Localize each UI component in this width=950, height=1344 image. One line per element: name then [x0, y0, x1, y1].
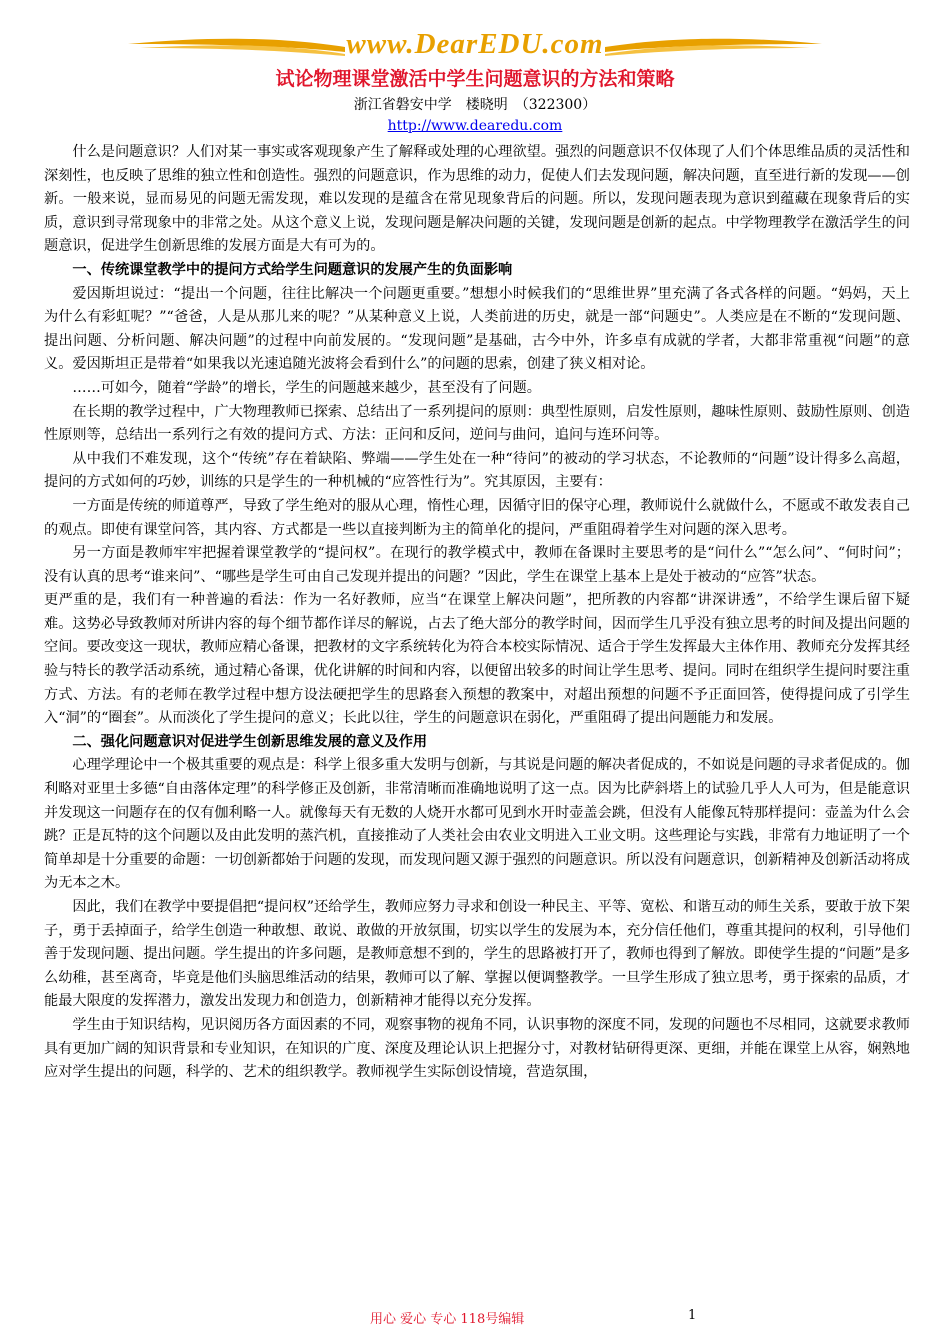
paragraph: 另一方面是教师牢牢把握着课堂教学的“提问权”。在现行的教学模式中，教师在备课时主要思考的是“问什么”“怎么问”、“何时问”；没有认真的思考“谁来问”、“哪些是学生可由自己发现并提出的问题？”因此，学生在课堂上基本上是处于被动的“应答”状态。	[44, 545, 910, 585]
paragraph: 从中我们不难发现，这个“传统”存在着缺陷、弊端——学生处在一种“待问”的被动的学习状态，不论教师的“问题”设计得多么高超，提问的方式如何的巧妙，训练的只是学生的一种机械的“应答性行为”。究其原因，主要有：	[44, 450, 910, 491]
site-link[interactable]: http://www.dearedu.com	[387, 118, 563, 134]
site-logo[interactable]: www.DearEDU.com	[346, 28, 604, 60]
paragraph: ……可如今，随着“学龄”的增长，学生的问题越来越少，甚至没有了问题。	[72, 379, 541, 396]
paragraph: 因此，我们在教学中要提倡把“提问权”还给学生，教师应努力寻求和创设一种民主、平等、宽松、和谐互动的师生关系，要敢于放下架子，勇于丢掉面子，给学生创造一种敢想、敢说、敢做的开放氛围，切实以学生的发展为本，充分信任他们，尊重其提问的权利，引导他们善于发现问题、提出问题。学生提出的许多问题，是教师意想不到的，学生的思路被打开了，教师也得到了解放。即使学生提的“问题”是多么幼稚，甚至离奇，毕竟是他们头脑思维活动的结果，教师可以了解、掌握以便调整教学。一旦学生形成了独立思考，勇于探索的品质，才能最大限度的发挥潜力，激发出发现力和创造力，创新精神才能得以充分发挥。	[44, 899, 910, 1010]
paragraph: 在长期的教学过程中，广大物理教师已探索、总结出了一系列提问的原则：典型性原则，启发性原则，趣味性原则、鼓励性原则、创造性原则等，总结出一系列行之有效的提问方式、方法：正问和反问，逆问与曲问，追问与连环问等。	[44, 403, 910, 444]
article-title: 试论物理课堂激活中学生问题意识的方法和策略	[275, 68, 675, 90]
paragraph: 心理学理论中一个极其重要的观点是：科学上很多重大发明与创新，与其说是问题的解决者促成的，不如说是问题的寻求者促成的。伽利略对亚里士多德“自由落体定理”的科学修正及创新，非常清晰而准确地说明了这一点。因为比萨斜塔上的试验几乎人人可为，但是能意识并发现这一问题存在的仅有伽利略一人。就像每天有无数的人烧开水都可见到水开时壶盖会跳，但没有人能像瓦特那样提问：壶盖为什么会跳？正是瓦特的这个问题以及由此发明的蒸汽机，直接推动了人类社会由农业文明进入工业文明。这些理论与实践，非常有力地证明了一个简单却是十分重要的命题：一切创新都始于问题的发现，而发现问题又源于强烈的问题意识。所以没有问题意识，创新精神及创新活动将成为无本之木。	[44, 757, 910, 892]
paragraph: 一方面是传统的师道尊严，导致了学生绝对的服从心理，惰性心理，因循守旧的保守心理，教师说什么就做什么，不愿或不敢发表自己的观点。即使有课堂问答，其内容、方式都是一些以直接判断为主的简单化的提问，严重阻碍着学生对问题的深入思考。	[44, 497, 910, 538]
paragraph: 学生由于知识结构，见识阅历各方面因素的不同，观察事物的视角不同，认识事物的深度不同，发现的问题也不尽相同，这就要求教师具有更加广阔的知识背景和专业知识，在知识的广度、深度及理论认识上把握分寸，对教材钻研得更深、更细，并能在课堂上从容，娴熟地应对学生提出的问题，科学的、艺术的组织教学。教师视学生实际创设情境，营造氛围，	[44, 1016, 910, 1081]
section-heading: 一、传统课堂教学中的提问方式给学生问题意识的发展产生的负面影响	[72, 261, 513, 278]
author-line: 浙江省磐安中学 楼晓明 （322300）	[353, 97, 597, 113]
paragraph: 更严重的是，我们有一种普遍的看法：作为一名好教师，应当“在课堂上解决问题”，把所教的内容都“讲深讲透”，不给学生课后留下疑难。这势必导致教师对所讲内容的每个细节都作详尽的解说，占去了绝大部分的教学时间，因而学生几乎没有独立思考的时间及提出问题的空间。要改变这一现状，教师应精心备课，把教材的文字系统转化为符合本校实际情况、适合于学生发挥最大主体作用、教师充分发挥其经验与特长的教学活动系统，通过精心备课，优化讲解的时间和内容，以便留出较多的时间让学生思考、提问。同时在组织学生提问时要注重方式、方法。有的老师在教学过程中想方设法硬把学生的思路套入预想的教案中，对超出预想的问题不予正面回答，使得提问成了引学生入“洞”的“圈套”。从而淡化了学生提问的意义；长此以往，学生的问题意识在弱化，严重阻碍了提出问题能力和发展。	[44, 592, 910, 727]
page-footer	[0, 1308, 950, 1328]
footer-editor-note: 用心 爱心 专心 118号编辑	[370, 1312, 525, 1327]
site-banner	[0, 0, 950, 64]
paragraph: 爱因斯坦说过：“提出一个问题，往往比解决一个问题更重要。”想想小时候我们的“思维世界”里充满了各式各样的问题。“妈妈，天上为什么有彩虹呢？”“爸爸，人是从那儿来的呢？”从某种意义上说，人类前进的历史，就是一部“问题史”。人类应是在不断的“发现问题、提出问题、分析问题、解决问题”的过程中向前发展的。“发现问题”是基础，古今中外，许多卓有成就的学者，大都非常重视“问题”的意义。爱因斯坦正是带着“如果我以光速追随光波将会看到什么”的问题的思索，创建了狭义相对论。	[44, 285, 910, 373]
section-heading: 二、强化问题意识对促进学生创新思维发展的意义及作用	[72, 733, 428, 750]
article-body	[44, 141, 910, 1085]
page-number: 1	[688, 1308, 697, 1323]
paragraph: 什么是问题意识？人们对某一事实或客观现象产生了解释或处理的心理欲望。强烈的问题意识不仅体现了人们个体思维品质的灵活性和深刻性，也反映了思维的独立性和创造性。强烈的问题意识，作为思维的动力，促使人们去发现问题，解决问题，直至进行新的发现——创新。一般来说，显而易见的问题无需发现，难以发现的是蕴含在常见现象背后的问题。所以，发现问题表现为意识到蕴藏在现象背后的实质，意识到寻常现象中的非常之处。从这个意义上说，发现问题是解决问题的关键，发现问题是创新的起点。中学物理教学在激活学生的问题意识，促进学生创新思维的发展方面是大有可为的。	[44, 144, 910, 255]
